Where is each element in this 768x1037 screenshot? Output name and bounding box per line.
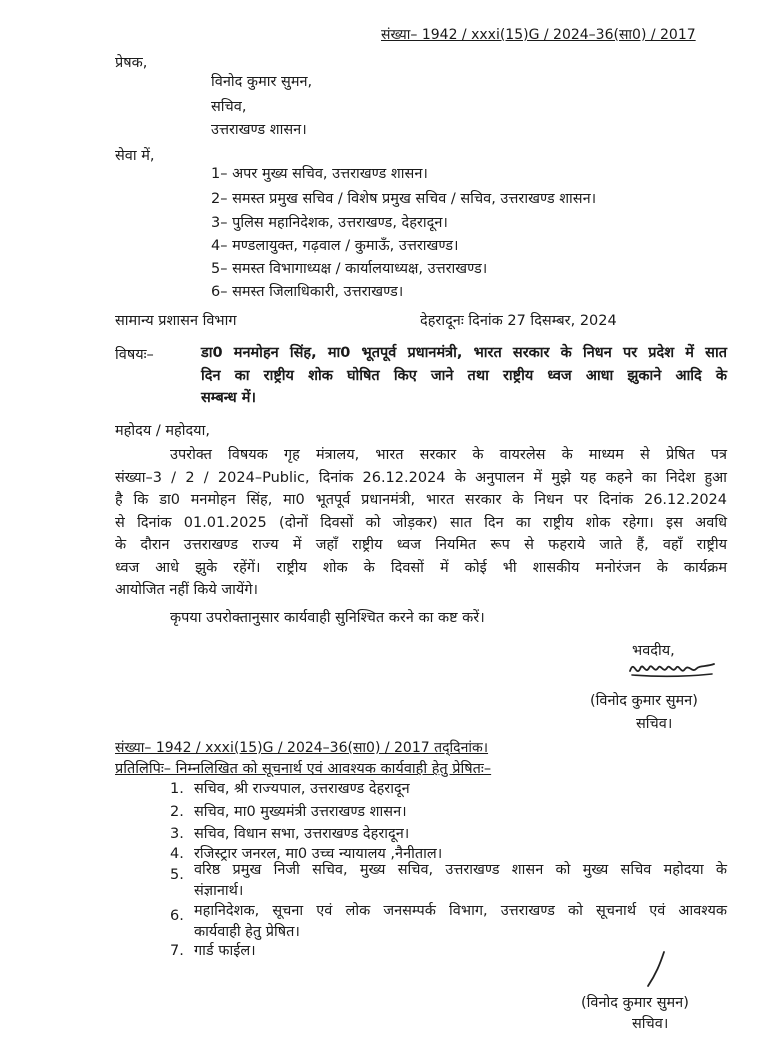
copy-item-number: 1. — [170, 781, 184, 797]
place-date: देहरादूनः दिनांक 27 दिसम्बर, 2024 — [420, 313, 617, 329]
body-line: आयोजित नहीं किये जायेंगे। — [115, 582, 258, 598]
copy-intro: प्रतिलिपिः– निम्नलिखित को सूचनार्थ एवं आवश्यक कार्यवाही हेतु प्रेषितः– — [115, 761, 492, 777]
recipient-item: 6– समस्त जिलाधिकारी, उत्तराखण्ड। — [211, 284, 404, 300]
sender-office: उत्तराखण्ड शासन। — [211, 122, 307, 138]
body-line: उपरोक्त विषयक गृह मंत्रालय, भारत सरकार के वायरलेस के माध्यम से प्रेषित पत्र — [170, 447, 727, 463]
subject-line: दिन का राष्ट्रीय शोक घोषित किए जाने तथा राष्ट्रीय ध्वज आधा झुकाने आदि के — [201, 367, 727, 384]
copy-item-number: 3. — [170, 826, 184, 842]
body-line: से दिनांक 01.01.2025 (दोनों दिवसों को जोड़कर) सात दिन का राष्ट्रीय शोक रहेगा। इस अवधि — [115, 514, 727, 531]
department-name: सामान्य प्रशासन विभाग — [115, 313, 237, 329]
copy-reference: संख्या– 1942 / xxxi(15)G / 2024–36(सा0) / 2017 तद्‌दिनांक। — [115, 740, 489, 756]
body-line: के दौरान उत्तराखण्ड राज्य में जहाँ राष्ट्रीय ध्वज नियमित रूप से फहराये जाते हैं, वहाँ राष्ट्रीय — [115, 537, 727, 553]
subject-text — [201, 342, 727, 410]
subject-label: विषयः– — [115, 347, 154, 363]
copy-item-number: 4. — [170, 846, 184, 862]
subject-line: डा0 मनमोहन सिंह, मा0 भूतपूर्व प्रधानमंत्री, भारत सरकार के निधन पर प्रदेश में सात — [201, 345, 727, 361]
copy-item-number: 6. — [170, 908, 184, 924]
body-line: संख्या–3 / 2 / 2024–Public, दिनांक 26.12.2024 के अनुपालन में मुझे यह कहने का निदेश हुआ — [115, 469, 727, 486]
recipient-item: 5– समस्त विभागाध्यक्ष / कार्यालयाध्यक्ष, उत्तराखण्ड। — [211, 261, 488, 277]
reference-number: संख्या– 1942 / xxxi(15)G / 2024–36(सा0) / 2017 — [381, 27, 696, 43]
body-line: है कि डा0 मनमोहन सिंह, मा0 भूतपूर्व प्रधानमंत्री, भारत सरकार के निधन पर दिनांक 26.12.2024 — [115, 492, 727, 508]
sender-name: विनोद कुमार सुमन, — [211, 74, 313, 90]
copy-item: सचिव, श्री राज्यपाल, उत्तराखण्ड देहरादून — [194, 781, 410, 797]
body-paragraph — [115, 444, 727, 602]
sender-designation: सचिव, — [211, 99, 247, 115]
request-line: कृपया उपरोक्तानुसार कार्यवाही सुनिश्चित करने का कष्ट करें। — [170, 610, 485, 626]
closing-signer: (विनोद कुमार सुमन) — [590, 693, 698, 709]
signature-icon — [628, 655, 718, 683]
copy-item: सचिव, विधान सभा, उत्तराखण्ड देहरादून। — [194, 826, 410, 842]
copy-item — [194, 901, 727, 943]
recipient-item: 4– मण्डलायुक्त, गढ़वाल / कुमाऊँ, उत्तराखण्ड। — [211, 238, 459, 254]
body-line: ध्वज आधे झुके रहेंगें। राष्ट्रीय शोक के दिवसों में कोई भी शासकीय मनोरंजन के कार्यक्रम — [115, 559, 727, 576]
copy-item-number: 2. — [170, 804, 184, 820]
copy-item: रजिस्ट्रार जनरल, मा0 उच्च न्यायालय ,नैनीताल। — [194, 846, 443, 862]
recipient-item: 2– समस्त प्रमुख सचिव / विशेष प्रमुख सचिव / सचिव, उत्तराखण्ड शासन। — [211, 191, 597, 207]
copy-item-number: 5. — [170, 867, 184, 883]
closing-regards: भवदीय, — [632, 643, 675, 659]
copy-item-number: 7. — [170, 943, 184, 959]
sender-label: प्रेषक, — [115, 55, 148, 71]
recipient-item: 3– पुलिस महानिदेशक, उत्तराखण्ड, देहरादून। — [211, 215, 448, 231]
copy-item — [194, 860, 727, 902]
copy-item-line: वरिष्ठ प्रमुख निजी सचिव, मुख्य सचिव, उत्तराखण्ड शासन को मुख्य सचिव महोदया के — [194, 862, 727, 878]
copy-item-line: महानिदेशक, सूचना एवं लोक जनसम्पर्क विभाग, उत्तराखण्ड को सूचनार्थ एवं आवश्यक — [194, 903, 727, 919]
copy-closing-signer: (विनोद कुमार सुमन) — [581, 995, 689, 1011]
copy-item: सचिव, मा0 मुख्यमंत्री उत्तराखण्ड शासन। — [194, 804, 407, 820]
recipients-label: सेवा में, — [115, 148, 155, 164]
copy-item: गार्ड फाईल। — [194, 943, 256, 959]
closing-designation: सचिव। — [636, 716, 673, 732]
copy-closing-designation: सचिव। — [632, 1016, 669, 1032]
signature-icon — [640, 950, 670, 990]
salutation: महोदय / महोदया, — [115, 423, 210, 439]
copy-item-line: संज्ञानार्थ। — [194, 883, 244, 899]
subject-line: सम्बन्ध में। — [201, 390, 256, 406]
copy-item-line: कार्यवाही हेतु प्रेषित। — [194, 924, 300, 940]
recipient-item: 1– अपर मुख्य सचिव, उत्तराखण्ड शासन। — [211, 166, 428, 182]
